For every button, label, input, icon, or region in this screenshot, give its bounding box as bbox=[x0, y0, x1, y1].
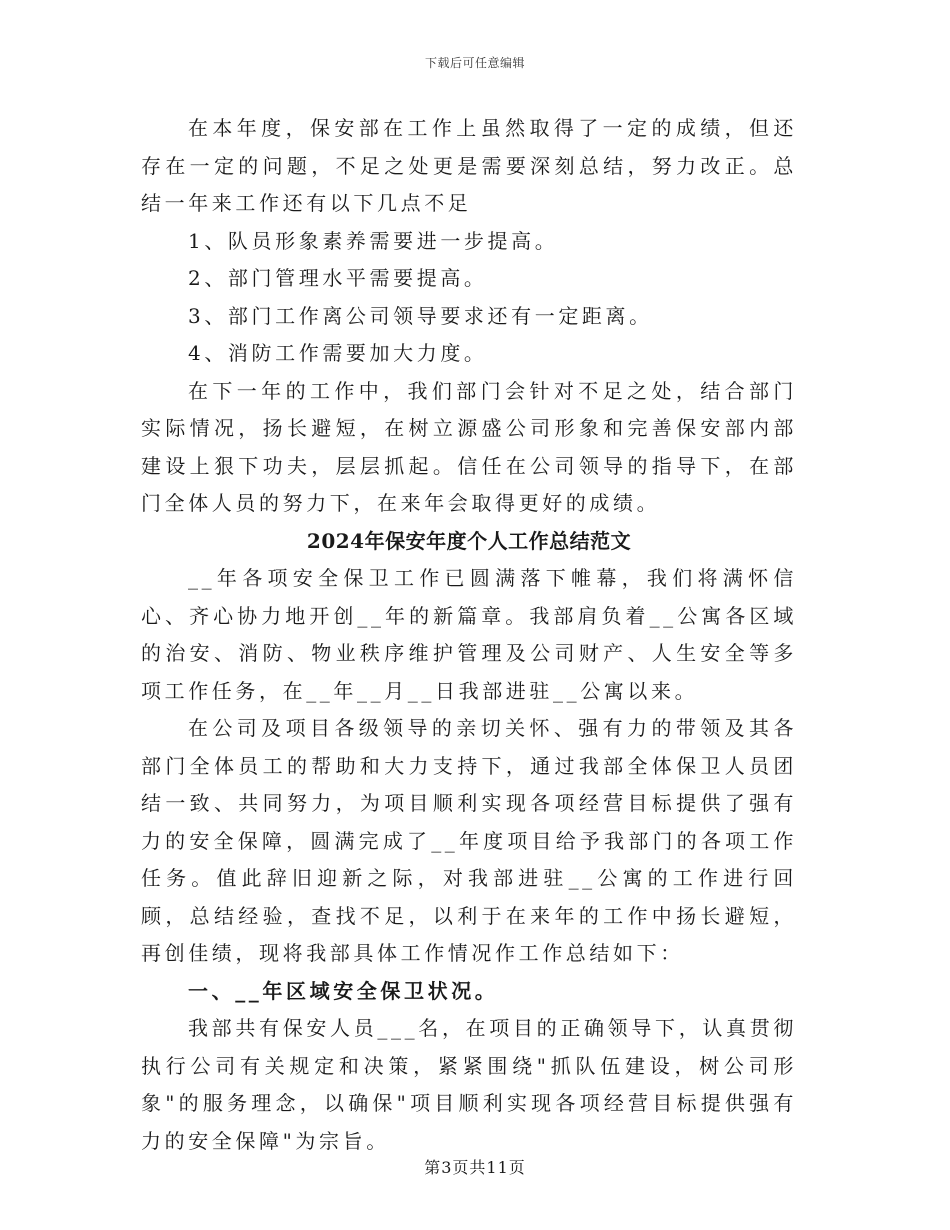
body-paragraph-2: 在公司及项目各级领导的亲切关怀、强有力的带领及其各部门全体员工的帮助和大力支持下，通过我部全体保卫人员团结一致、共同努力，为项目顺利实现各项经营目标提供了强有力的安全保障，圆满完成了__年度项目给予我部门的各项工作任务。值此辞旧迎新之际，对我部进驻__公寓的工作进行回顾，总结经验，查找不足，以利于在来年的工作中扬长避短，再创佳绩，现将我部具体工作情况作工作总结如下： bbox=[141, 716, 797, 965]
intro-paragraph: 在本年度，保安部在工作上虽然取得了一定的成绩，但还存在一定的问题，不足之处更是需要深刻总结，努力改正。总结一年来工作还有以下几点不足 bbox=[141, 116, 797, 215]
section-heading-1: 一、__年区域安全保卫状况。 bbox=[188, 978, 499, 1003]
shortcoming-item-2: 2、部门管理水平需要提高。 bbox=[188, 266, 488, 290]
shortcoming-item-3: 3、部门工作离公司领导要求还有一定距离。 bbox=[188, 303, 653, 328]
shortcoming-item-4: 4、消防工作需要加大力度。 bbox=[188, 341, 488, 365]
document-body bbox=[141, 110, 797, 1160]
section-title: 2024年保安年度个人工作总结范文 bbox=[306, 528, 632, 553]
page-number: 第3页共11页 bbox=[424, 1158, 526, 1177]
plan-paragraph: 在下一年的工作中，我们部门会针对不足之处，结合部门实际情况，扬长避短，在树立源盛公司形象和完善保安部内部建设上狠下功夫，层层抓起。信任在公司领导的指导下，在部门全体人员的努力下，在来年会取得更好的成绩。 bbox=[141, 378, 797, 515]
shortcoming-item-1: 1、队员形象素养需要进一步提高。 bbox=[188, 228, 559, 253]
page-header-note: 下载后可任意编辑 bbox=[424, 56, 525, 70]
body-paragraph-3: 我部共有保安人员___名，在项目的正确领导下，认真贯彻执行公司有关规定和决策，紧紧围绕"抓队伍建设，树公司形象"的服务理念，以确保"项目顺利实现各项经营目标提供强有力的安全保障"为宗旨。 bbox=[141, 1016, 797, 1153]
body-paragraph-1: __年各项安全保卫工作已圆满落下帷幕，我们将满怀信心、齐心协力地开创__年的新篇章。我部肩负着__公寓各区域的治安、消防、物业秩序维护管理及公司财产、人生安全等多项工作任务，在__年__月__日我部进驻__公寓以来。 bbox=[141, 566, 797, 703]
